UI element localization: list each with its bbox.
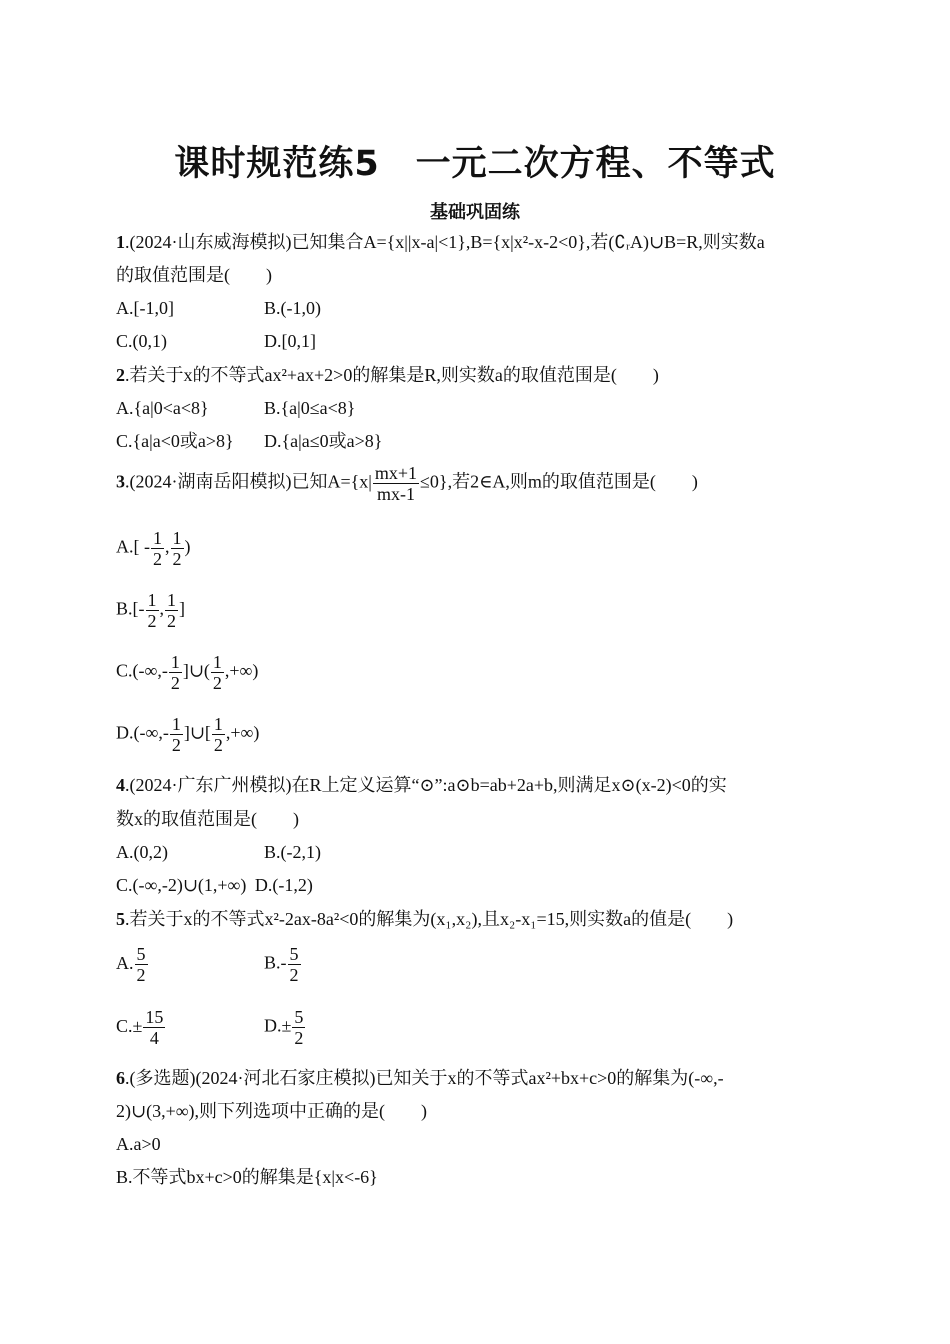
question-number: 2 (116, 365, 125, 385)
option-a: A.(0,2) (116, 842, 168, 862)
fraction: $\frac{1}{2}$ (147, 590, 157, 631)
option-c: C.{a|a<0或a>8} (116, 431, 234, 451)
fraction: $\frac{1}{2}$ (171, 714, 181, 755)
question-number: 1 (116, 232, 125, 252)
question-6 (116, 1066, 724, 1090)
q4-options-row1 (116, 840, 321, 864)
option-c: C.(-∞,-2)∪(1,+∞) (116, 875, 247, 895)
question-text: .若关于x的不等式ax²+ax+2>0的解集是R,则实数a的取值范围是( ) (125, 365, 659, 385)
q3-option-c: C.(-∞,- $\frac{1}{2}$ ]∪( $\frac{1}{2}$ ,+∞) (116, 652, 259, 693)
option-d: D.± $\frac{5}{2}$ (264, 1007, 304, 1048)
question-text: .若关于x的不等式x²-2ax-8a²<0的解集为(x₁,x₂),且x₂-x₁=15,则实数a的值是( ) (125, 909, 734, 929)
q5-options-row1 (116, 944, 299, 985)
question-number: 3 (116, 471, 125, 492)
question-text: .(2024·湖南岳阳模拟)已知A={x| (125, 471, 372, 492)
question-1 (116, 230, 765, 254)
option-a: A.[-1,0] (116, 298, 174, 318)
question-3 (116, 463, 698, 504)
fraction: $\frac{1}{2}$ (212, 652, 222, 693)
question-1-line2: 的取值范围是( ) (116, 265, 272, 285)
fraction: $\frac{1}{2}$ (172, 528, 182, 569)
q1-options-row1 (116, 296, 321, 320)
q3-option-b: B.[- $\frac{1}{2}$ , $\frac{1}{2}$ ] (116, 590, 185, 631)
option-c: C.± $\frac{15}{4}$ (116, 1007, 164, 1048)
question-number: 5 (116, 909, 125, 929)
q2-options-row2 (116, 429, 383, 453)
fraction: $\frac{1}{2}$ (167, 590, 176, 631)
option-c: C.(0,1) (116, 331, 167, 351)
section-heading: 基础巩固练 (430, 202, 520, 223)
option-b: B.(-1,0) (264, 298, 321, 318)
question-5 (116, 907, 733, 931)
option-d: D.(-1,2) (254, 875, 313, 895)
option-a: A.{a|0<a<8} (116, 398, 209, 418)
q4-options-row2 (116, 873, 313, 897)
question-text: .(多选题)(2024·河北石家庄模拟)已知关于x的不等式ax²+bx+c>0的解集为(-∞,- (125, 1068, 724, 1088)
question-text: .(2024·广东广州模拟)在R上定义运算“⊙”:a⊙b=ab+2a+b,则满足x⊙(x-2)<0的实 (125, 775, 727, 795)
question-number: 4 (116, 775, 125, 795)
question-2 (116, 363, 659, 387)
fraction: $\frac{mx+1}{mx-1}$ (374, 463, 418, 504)
q2-options-row1 (116, 396, 356, 420)
option-a: A.a>0 (116, 1134, 161, 1154)
fraction: $\frac{1}{2}$ (153, 528, 162, 569)
q1-options-row2 (116, 329, 316, 353)
question-4 (116, 773, 727, 797)
question-text-end: ≤0},若2∈A,则m的取值范围是( ) (420, 471, 698, 492)
option-d: D.[0,1] (264, 331, 316, 351)
fraction: $\frac{1}{2}$ (213, 714, 223, 755)
fraction: $\frac{1}{2}$ (170, 652, 180, 693)
option-b: B.(-2,1) (264, 842, 321, 862)
q3-option-a: A.[ - $\frac{1}{2}$ , $\frac{1}{2}$ ) (116, 528, 191, 569)
page-title: 课时规范练5 一元二次方程、不等式 (174, 144, 776, 184)
q5-options-row2 (116, 1007, 304, 1048)
question-number: 6 (116, 1068, 125, 1088)
q3-option-d: D.(-∞,- $\frac{1}{2}$ ]∪[ $\frac{1}{2}$ ,+∞) (116, 714, 260, 755)
question-6-line2: 2)∪(3,+∞),则下列选项中正确的是( ) (116, 1101, 428, 1121)
option-b: B.不等式bx+c>0的解集是{x|x<-6} (116, 1167, 378, 1187)
question-4-line2: 数x的取值范围是( ) (116, 809, 299, 829)
option-a: A. $\frac{5}{2}$ (116, 944, 146, 985)
option-b: B.{a|0≤a<8} (264, 398, 356, 418)
option-d: D.{a|a≤0或a>8} (264, 431, 383, 451)
option-b: B.- $\frac{5}{2}$ (264, 944, 299, 985)
question-text: .(2024·山东威海模拟)已知集合A={x||x-a|<1},B={x|x²-x-2<0},若(∁ᵣA)∪B=R,则实数a (125, 232, 765, 252)
